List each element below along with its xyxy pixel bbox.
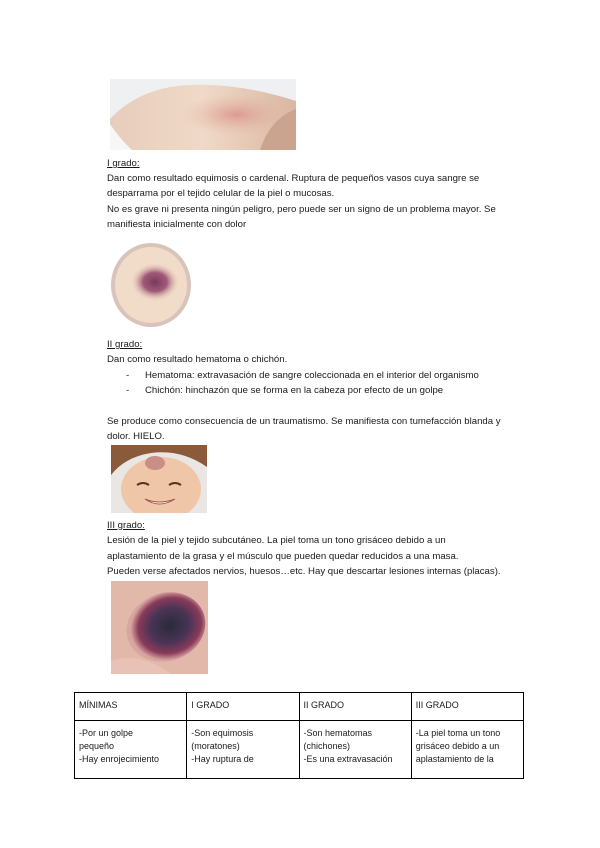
grado1-line: Dan como resultado equimosis o cardenal. Ruptura de pequeños vasos cuya sangre se <box>107 173 480 184</box>
bruise-circle-photo <box>110 242 192 328</box>
table-cell <box>187 721 299 779</box>
grado2-line: Se produce como consecuencia de un traumatismo. Se manifiesta con tumefacción blanda y <box>107 416 501 427</box>
table-cell <box>411 721 523 779</box>
table-header-cell: MÍNIMAS <box>75 693 187 721</box>
cell-line: -Hay enrojecimiento <box>79 754 160 764</box>
grado3-line: Pueden verse afectados nervios, huesos…etc. Hay que descartar lesiones internas (placas). <box>107 566 501 577</box>
grado1-heading: I grado: <box>107 158 140 169</box>
cell-line: -Son hematomas <box>303 728 373 738</box>
cell-line: grisáceo debido a un <box>415 741 500 751</box>
cell-line: pequeño <box>79 741 115 751</box>
table-header-cell: I GRADO <box>187 693 299 721</box>
cell-line: (chichones) <box>303 741 351 751</box>
grado1-line: manifiesta inicialmente con dolor <box>107 219 247 230</box>
grado1-line: No es grave ni presenta ningún peligro, pero puede ser un signo de un problema mayor. Se <box>107 204 496 215</box>
table-cell <box>299 721 411 779</box>
cell-line: aplastamiento de la <box>415 754 494 764</box>
bullet-dash: - <box>126 370 130 381</box>
cell-line: -Por un golpe <box>79 728 134 738</box>
grado2-line: dolor. HIELO. <box>107 431 165 442</box>
cell-line: (moratones) <box>191 741 240 751</box>
grado2-bullet: Chichón: hinchazón que se forma en la cabeza por efecto de un golpe <box>145 385 444 396</box>
arm-redness-photo <box>110 79 296 150</box>
grado2-bullet: Hematoma: extravasación de sangre coleccionada en el interior del organismo <box>145 370 479 381</box>
cell-line: -Hay ruptura de <box>191 754 254 764</box>
table-cell <box>75 721 187 779</box>
child-bump-photo <box>111 445 207 513</box>
grado3-line: aplastamiento de la grasa y el músculo que pueden quedar reducidos a una masa. <box>107 551 459 562</box>
table-row <box>75 721 524 779</box>
grado2-intro: Dan como resultado hematoma o chichón. <box>107 354 288 365</box>
table-header-cell: III GRADO <box>411 693 523 721</box>
grado2-heading: II grado: <box>107 339 143 350</box>
grado3-heading: III grado: <box>107 520 145 531</box>
severe-bruise-photo <box>111 581 208 674</box>
grades-table <box>74 692 524 779</box>
grado3-line: Lesión de la piel y tejido subcutáneo. La piel toma un tono grisáceo debido a un <box>107 535 446 546</box>
cell-line: -Son equimosis <box>191 728 254 738</box>
bullet-dash: - <box>126 385 130 396</box>
table-header-cell: II GRADO <box>299 693 411 721</box>
cell-line: -Es una extravasación <box>303 754 393 764</box>
grado1-line: desparrama por el tejido celular de la piel o mucosas. <box>107 188 335 199</box>
cell-line: -La piel toma un tono <box>415 728 501 738</box>
